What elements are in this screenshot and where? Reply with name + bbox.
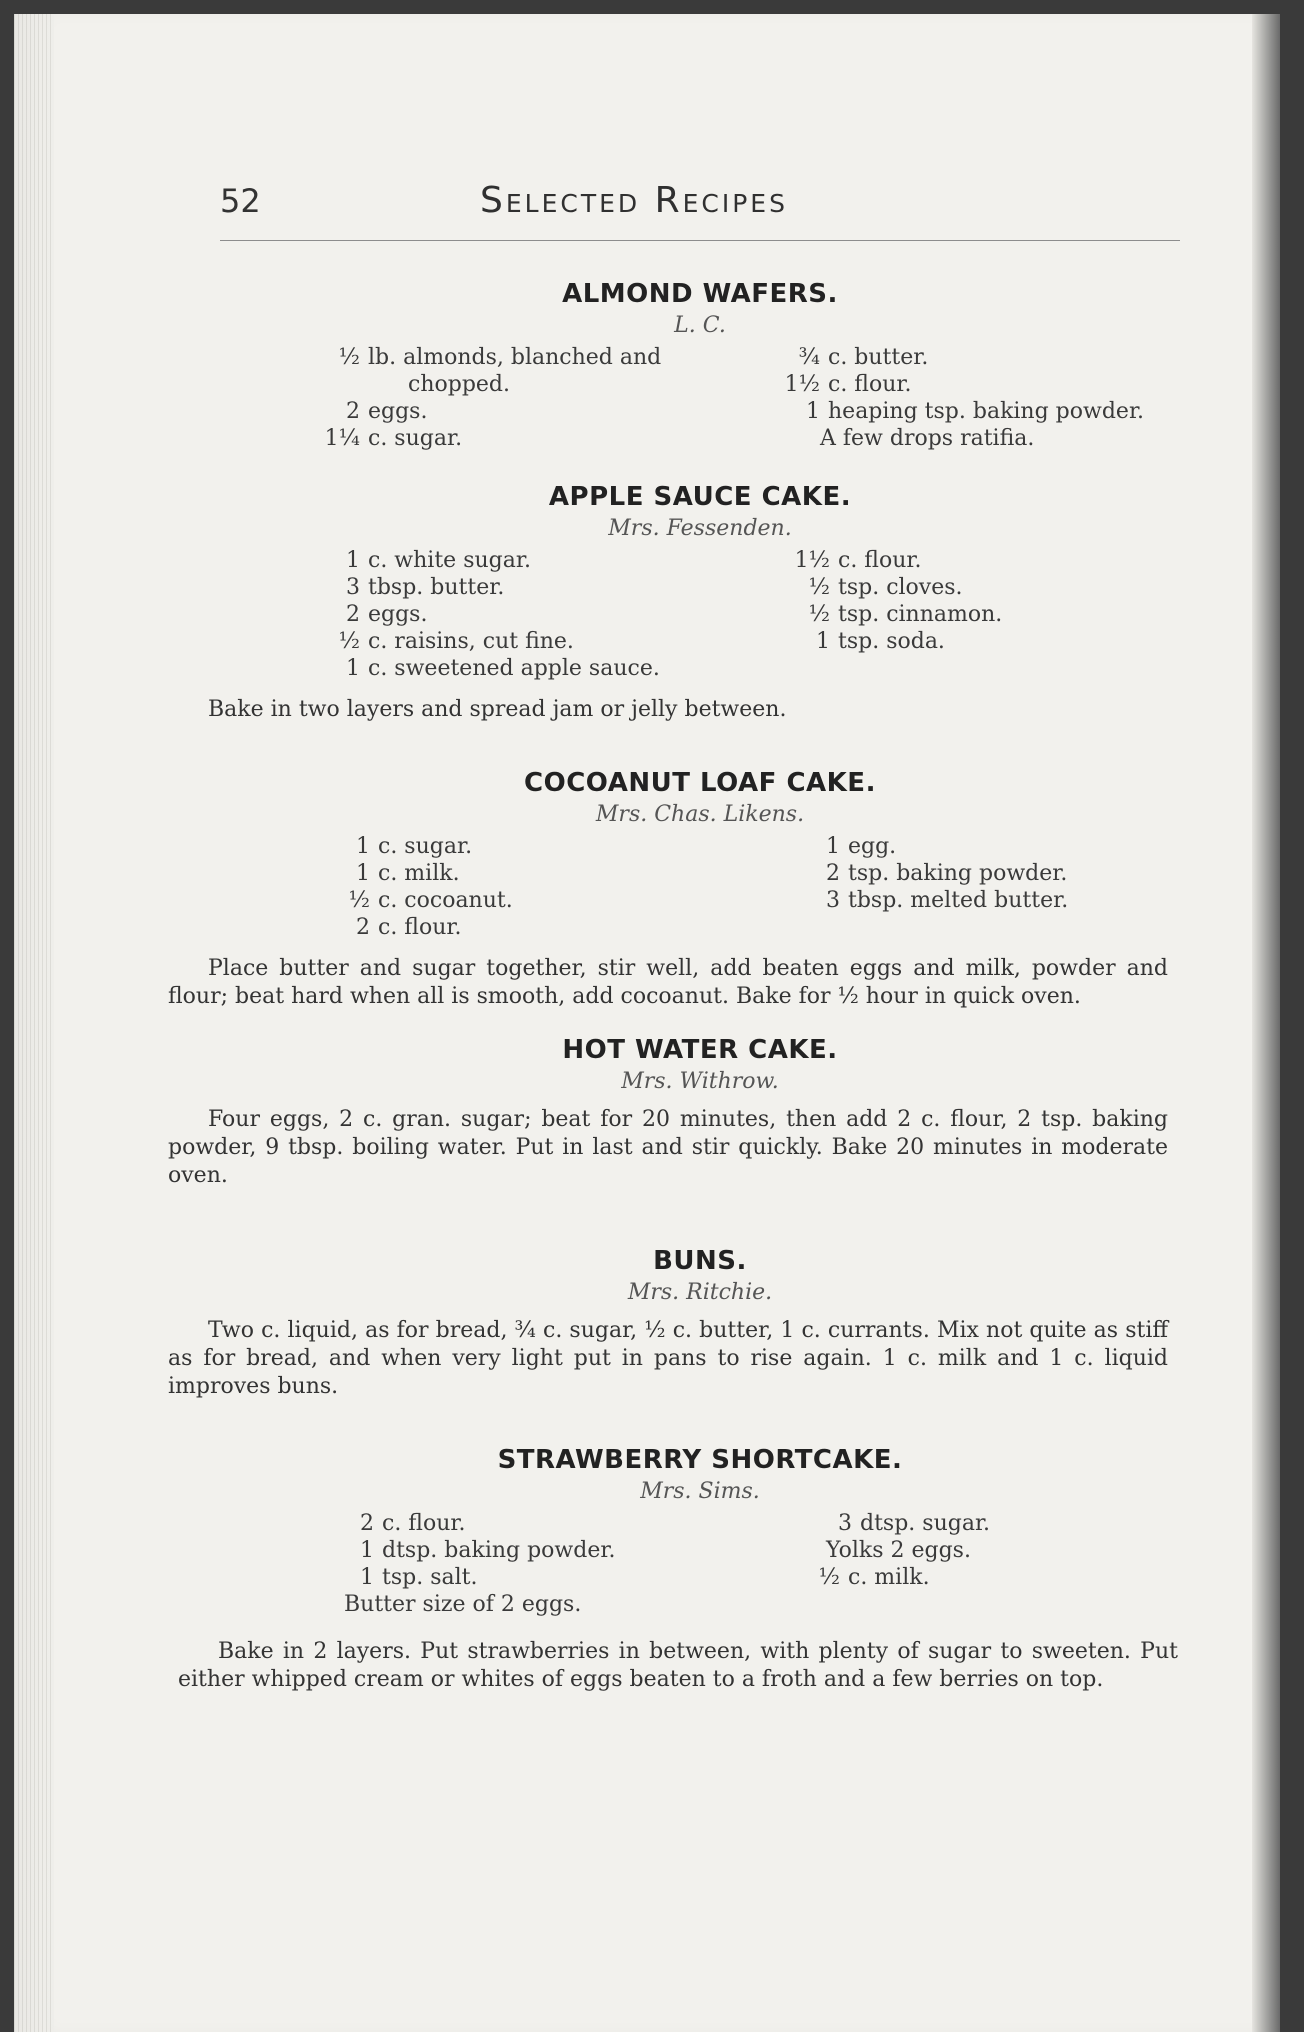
ingredient-item: c. milk. — [848, 1565, 930, 1590]
ingredient — [780, 344, 1144, 371]
ingredient-item: heaping tsp. baking powder. — [828, 399, 1145, 424]
ingredient-item: c. sugar. — [368, 426, 463, 451]
ingredient — [810, 833, 1068, 860]
ingredient-item: lb. almonds, blanched and — [368, 345, 662, 370]
ingredient — [818, 1564, 990, 1591]
ingredient-qty: 2 — [346, 399, 360, 424]
recipe-author: Mrs. Sims. — [640, 1479, 760, 1504]
ingredient — [320, 344, 740, 371]
ingredient-item: Yolks 2 eggs. — [826, 1538, 971, 1563]
ingredient — [320, 833, 780, 860]
ingredient-item: tsp. cinnamon. — [838, 602, 1003, 627]
recipe-title: APPLE SAUCE CAKE. — [548, 482, 852, 512]
ingredient — [320, 601, 760, 628]
ingredient-qty: 1 — [816, 629, 830, 654]
ingredient-item: chopped. — [408, 372, 510, 397]
ingredient-item: c. white sugar. — [368, 548, 531, 573]
recipe-title: BUNS. — [653, 1246, 747, 1276]
running-head — [220, 180, 1180, 241]
ingredient-item: A few drops ratifia. — [820, 426, 1035, 451]
ingredient-column-left — [320, 547, 760, 682]
ingredient-item: c. flour. — [828, 372, 912, 397]
ingredient-qty: 1¼ — [324, 426, 360, 451]
ingredient — [790, 547, 1002, 574]
ingredient-qty: 2 — [360, 1511, 374, 1536]
ingredient-qty: ½ — [338, 345, 360, 370]
ingredient-qty: 1 — [806, 399, 820, 424]
recipe-apple-sauce-cake — [208, 482, 1180, 724]
ingredient-item: c. flour. — [838, 548, 922, 573]
page-number: 52 — [220, 182, 261, 220]
recipe-author: Mrs. Chas. Likens. — [595, 802, 805, 827]
page-edge-stack — [14, 14, 54, 2032]
recipe-cocoanut-loaf-cake — [168, 768, 1180, 1011]
ingredient-item: egg. — [848, 834, 897, 859]
ingredient-qty: 2 — [346, 602, 360, 627]
ingredient-qty: ¾ — [798, 345, 820, 370]
ingredient — [780, 371, 1144, 398]
ingredient-qty: 1 — [346, 656, 360, 681]
ingredient-item: eggs. — [368, 602, 428, 627]
ingredient-column-left — [344, 1510, 804, 1618]
ingredient-qty: 2 — [826, 861, 840, 886]
ingredient — [810, 887, 1068, 914]
ingredient — [320, 628, 760, 655]
recipe-author: Mrs. Fessenden. — [608, 516, 792, 541]
ingredient-qty: 1 — [826, 834, 840, 859]
ingredient — [818, 1537, 990, 1564]
ingredient-item: eggs. — [368, 399, 428, 424]
recipe-title: STRAWBERRY SHORTCAKE. — [497, 1445, 903, 1475]
ingredient-qty: ½ — [808, 575, 830, 600]
ingredient-qty: 3 — [826, 888, 840, 913]
ingredient — [344, 1510, 804, 1537]
ingredient-qty: 1 — [346, 548, 360, 573]
ingredient — [320, 887, 780, 914]
recipe-title: COCOANUT LOAF CAKE. — [524, 768, 876, 798]
ingredient-column-right — [790, 547, 1002, 682]
ingredient — [344, 1591, 804, 1618]
ingredient-item: tsp. baking powder. — [848, 861, 1068, 886]
ingredient — [780, 425, 1144, 452]
ingredient — [818, 1510, 990, 1537]
recipe-author: Mrs. Withrow. — [621, 1069, 779, 1094]
ingredient-item: c. cocoanut. — [378, 888, 513, 913]
ingredient — [810, 860, 1068, 887]
ingredient — [320, 425, 740, 452]
ingredient-qty: 1 — [356, 861, 370, 886]
ingredient-item: c. sweetened apple sauce. — [368, 656, 660, 681]
ingredient-list — [220, 1510, 1180, 1618]
ingredient-qty — [320, 371, 408, 398]
ingredient — [320, 371, 740, 398]
ingredient-list — [220, 547, 1180, 682]
ingredient-item: tbsp. butter. — [368, 575, 505, 600]
ingredient-item: tsp. salt. — [382, 1565, 478, 1590]
ingredient — [790, 574, 1002, 601]
ingredient-qty: 3 — [838, 1511, 852, 1536]
ingredient — [790, 628, 1002, 655]
page-content — [168, 180, 1180, 1694]
recipe-method: Two c. liquid, as for bread, ¾ c. sugar, ½ c. butter, 1 c. currants. Mix not quite as stiff as for bread, and when very light put in pans to rise again. 1 c. milk and 1 c. liquid improves buns. — [168, 1318, 1168, 1399]
ingredient-column-left — [320, 833, 780, 941]
ingredient-qty — [780, 425, 820, 452]
ingredient-item: c. sugar. — [378, 834, 473, 859]
ingredient-qty: 3 — [346, 575, 360, 600]
ingredient — [320, 574, 760, 601]
ingredient-column-right — [818, 1510, 990, 1618]
recipe-title: ALMOND WAFERS. — [562, 279, 838, 309]
ingredient — [320, 655, 760, 682]
recipe-method: Place butter and sugar together, stir well, add beaten eggs and milk, powder and flour; beat hard when all is smooth, add cocoanut. Bake for ½ hour in quick oven. — [168, 956, 1168, 1009]
page-right-edge — [1252, 14, 1280, 2032]
recipe-title: HOT WATER CAKE. — [562, 1035, 838, 1065]
ingredient — [780, 398, 1144, 425]
ingredient-list — [220, 833, 1180, 941]
ingredient-qty: 1 — [360, 1538, 374, 1563]
recipe-hot-water-cake — [168, 1035, 1180, 1190]
ingredient-item: Butter size of 2 eggs. — [344, 1592, 582, 1617]
ingredient-item: c. milk. — [378, 861, 460, 886]
recipe-buns — [168, 1246, 1180, 1401]
ingredient-column-left — [320, 344, 740, 452]
ingredient-qty: ½ — [338, 629, 360, 654]
ingredient-qty — [818, 1537, 826, 1564]
recipe-author: L. C. — [674, 313, 726, 338]
ingredient-qty: 1½ — [784, 372, 820, 397]
running-title: Selected Recipes — [480, 180, 788, 221]
ingredient-qty: 1 — [356, 834, 370, 859]
ingredient — [320, 914, 780, 941]
ingredient-column-right — [810, 833, 1068, 941]
ingredient-item: c. butter. — [828, 345, 929, 370]
ingredient — [790, 601, 1002, 628]
ingredient-item: c. raisins, cut fine. — [368, 629, 574, 654]
recipe-method: Four eggs, 2 c. gran. sugar; beat for 20 minutes, then add 2 c. flour, 2 tsp. baking powder, 9 tbsp. boiling water. Put in last and stir quickly. Bake 20 minutes in moderate oven. — [168, 1107, 1168, 1188]
recipe-method: Bake in two layers and spread jam or jelly between. — [208, 697, 787, 722]
ingredient-item: dtsp. sugar. — [860, 1511, 991, 1536]
ingredient — [320, 398, 740, 425]
ingredient — [320, 547, 760, 574]
ingredient — [344, 1564, 804, 1591]
recipe-author: Mrs. Ritchie. — [627, 1280, 773, 1305]
ingredient-item: c. flour. — [378, 915, 462, 940]
ingredient — [344, 1537, 804, 1564]
ingredient-qty: 2 — [356, 915, 370, 940]
ingredient-qty: 1 — [360, 1565, 374, 1590]
ingredient-qty: ½ — [808, 602, 830, 627]
ingredient-list — [220, 344, 1180, 452]
ingredient-qty: ½ — [348, 888, 370, 913]
ingredient-qty: ½ — [818, 1565, 840, 1590]
ingredient-item: tbsp. melted butter. — [848, 888, 1069, 913]
ingredient-item: tsp. soda. — [838, 629, 945, 654]
ingredient-column-right — [780, 344, 1144, 452]
ingredient-qty: 1½ — [794, 548, 830, 573]
ingredient-item: dtsp. baking powder. — [382, 1538, 616, 1563]
ingredient — [320, 860, 780, 887]
ingredient-item: tsp. cloves. — [838, 575, 963, 600]
ingredient-item: c. flour. — [382, 1511, 466, 1536]
recipe-method: Bake in 2 layers. Put strawberries in between, with plenty of sugar to sweeten. Put either whipped cream or whites of eggs beaten to a froth and a few berries on top. — [178, 1639, 1178, 1692]
recipe-strawberry-shortcake — [178, 1445, 1180, 1694]
recipe-almond-wafers — [220, 279, 1180, 452]
